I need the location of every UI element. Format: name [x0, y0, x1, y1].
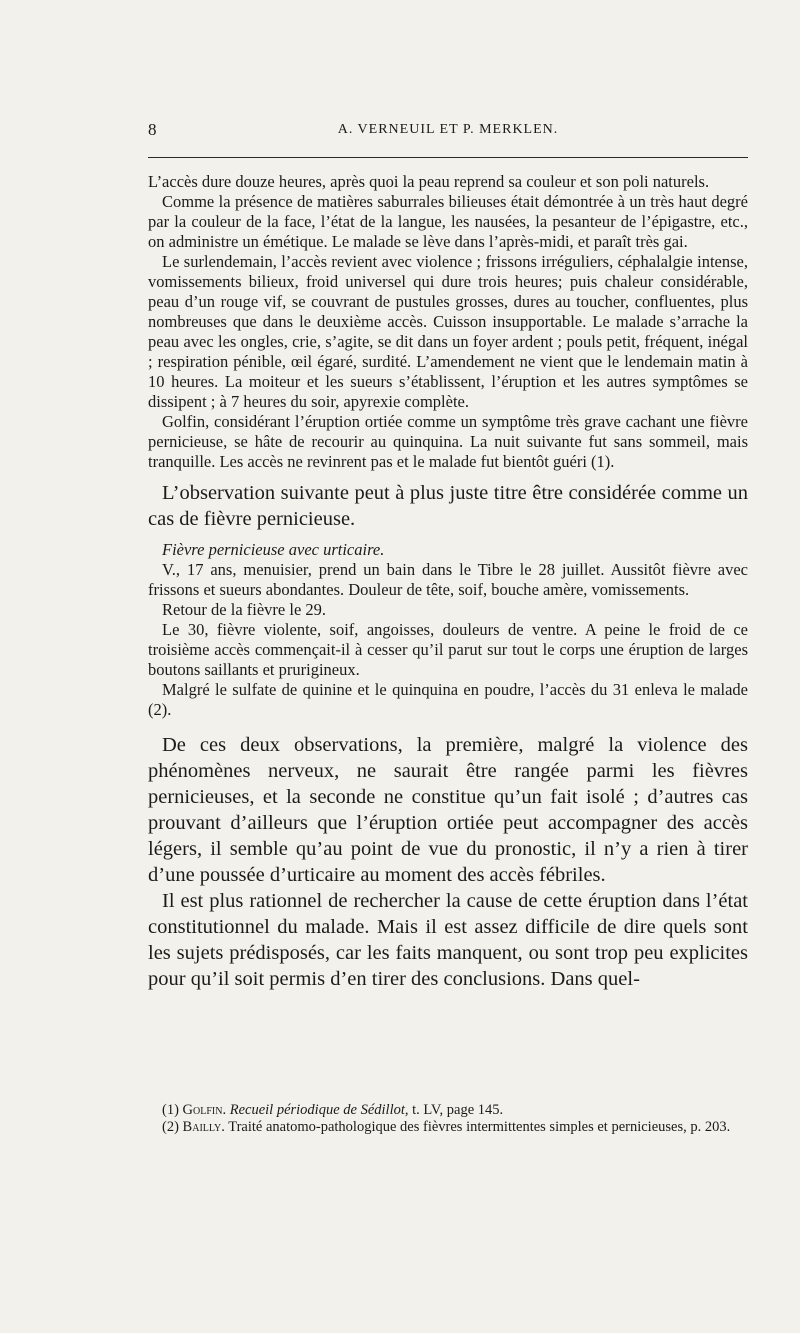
- page-number: 8: [148, 120, 158, 139]
- paragraph: Malgré le sulfate de quinine et le quinquina en poudre, l’accès du 31 enleva le malade (2).: [148, 680, 748, 719]
- header-rule: [148, 157, 748, 158]
- paragraph: De ces deux observations, la première, malgré la violence des phénomènes nerveux, ne saurait être rangée parmi les fièvres pernicieuses, et la seconde ne constitue qu’un fait isolé ; d’autres cas prouvant d’ailleurs que l’éruption ortiée peut accompagner des accès légers, il semble qu’au point de vue du pronostic, il n’y a rien à tirer d’une poussée d’urticaire au moment des accès fébriles.: [148, 734, 748, 886]
- page-header: [148, 120, 748, 142]
- paragraph: L’accès dure douze heures, après quoi la peau reprend sa couleur et son poli naturels.: [148, 172, 710, 191]
- case-title: Fièvre pernicieuse avec urticaire.: [162, 540, 385, 559]
- footnote-title: Recueil périodique de Sédillot,: [229, 1102, 409, 1118]
- footnote-author: Golfin.: [182, 1102, 227, 1118]
- paragraph: Golfin, considérant l’éruption ortiée comme un symptôme très grave cachant une fièvre pernicieuse, se hâte de recourir au quinquina. La nuit suivante fut sans sommeil, mais tranquille. Les accès ne revinrent pas et le malade fut bientôt guéri (1).: [148, 412, 748, 471]
- paragraph: Le surlendemain, l’accès revient avec violence ; frissons irréguliers, céphalalgie intense, vomissements bilieux, froid universel qui dure trois heures; puis chaleur considérable, peau d’un rouge vif, se couvrant de pustules grosses, dures au toucher, confluentes, plus nombreuses que dans le deuxième accès. Cuisson insupportable. Le malade s’arrache la peau avec les ongles, crie, s’agite, se dit dans un foyer ardent ; pouls petit, fréquent, inégal ; respiration pénible, œil égaré, surdité. L’amendement ne vient que le lendemain matin à 10 heures. La moiteur et les sueurs s’établissent, l’éruption et les autres symptômes se dissipent ; à 7 heures du soir, apyrexie complète.: [148, 252, 748, 411]
- paragraph: L’observation suivante peut à plus juste titre être considérée comme un cas de fièvre pernicieuse.: [148, 482, 748, 530]
- footnote-text: Traité anatomo-pathologique des fièvres intermittentes simples et pernicieuses, p. 203.: [228, 1119, 731, 1135]
- paragraph: V., 17 ans, menuisier, prend un bain dans le Tibre le 28 juillet. Aussitôt fièvre avec frissons et sueurs abondantes. Douleur de tête, soif, bouche amère, vomissements.: [148, 560, 748, 599]
- footnotes: [148, 1102, 748, 1136]
- footnote-mark: (2): [162, 1119, 179, 1135]
- paragraph: Il est plus rationnel de rechercher la cause de cette éruption dans l’état constitutionnel du malade. Mais il est assez difficile de dire quels sont les sujets prédisposés, car les faits manquent, ou sont trop peu explicites pour qu’il soit permis d’en tirer des conclusions. Dans quel-: [148, 890, 748, 990]
- footnote-2: [148, 1119, 748, 1136]
- paragraph: Retour de la fièvre le 29.: [162, 600, 327, 619]
- running-title: A. VERNEUIL ET P. MERKLEN.: [337, 122, 559, 137]
- footnote-mark: (1): [162, 1102, 179, 1118]
- footnote-author: Bailly.: [182, 1119, 225, 1135]
- paragraph: Comme la présence de matières saburrales bilieuses était démontrée à un très haut degré par la couleur de la face, l’état de la langue, les nausées, la pesanteur de l’épigastre, etc., on administre un émétique. Le malade se lève dans l’après-midi, et paraît très gai.: [148, 192, 748, 251]
- footnote-text: t. LV, page 145.: [412, 1102, 504, 1118]
- footnote-1: [148, 1102, 748, 1119]
- page-body: [148, 172, 748, 992]
- paragraph: Le 30, fièvre violente, soif, angoisses, douleurs de ventre. A peine le froid de ce troisième accès commençait-il à cesser qu’il parut sur tout le corps une éruption de larges boutons saillants et prurigineux.: [148, 620, 748, 679]
